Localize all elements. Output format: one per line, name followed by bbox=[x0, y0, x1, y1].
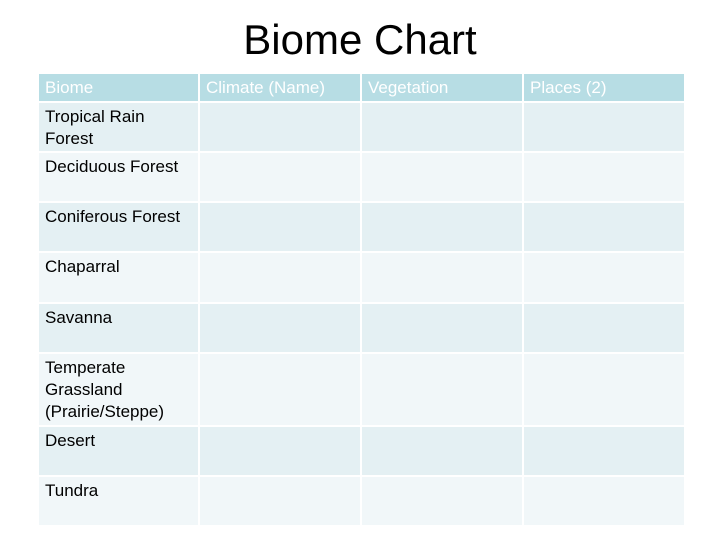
biome-table bbox=[37, 72, 686, 527]
vegetation-cell[interactable] bbox=[361, 252, 523, 303]
climate-cell[interactable] bbox=[199, 152, 361, 202]
biome-name-cell: Deciduous Forest bbox=[38, 152, 199, 202]
biome-name-cell: Coniferous Forest bbox=[38, 202, 199, 252]
header-vegetation: Vegetation bbox=[361, 73, 523, 102]
places-cell[interactable] bbox=[523, 353, 685, 426]
climate-cell[interactable] bbox=[199, 476, 361, 526]
table-row bbox=[38, 102, 685, 152]
climate-cell[interactable] bbox=[199, 252, 361, 303]
table-row bbox=[38, 353, 685, 426]
header-places: Places (2) bbox=[523, 73, 685, 102]
header-climate: Climate (Name) bbox=[199, 73, 361, 102]
page-title: Biome Chart bbox=[243, 16, 477, 63]
vegetation-cell[interactable] bbox=[361, 152, 523, 202]
places-cell[interactable] bbox=[523, 426, 685, 476]
table-header-row bbox=[38, 73, 685, 102]
biome-name-cell: Temperate Grassland (Prairie/Steppe) bbox=[38, 353, 199, 426]
vegetation-cell[interactable] bbox=[361, 102, 523, 152]
vegetation-cell[interactable] bbox=[361, 476, 523, 526]
table-row bbox=[38, 152, 685, 202]
table-row bbox=[38, 202, 685, 252]
table-row bbox=[38, 476, 685, 526]
climate-cell[interactable] bbox=[199, 426, 361, 476]
places-cell[interactable] bbox=[523, 252, 685, 303]
biome-name-cell: Savanna bbox=[38, 303, 199, 353]
vegetation-cell[interactable] bbox=[361, 303, 523, 353]
climate-cell[interactable] bbox=[199, 303, 361, 353]
biome-name-cell: Tropical Rain Forest bbox=[38, 102, 199, 152]
biome-name-cell: Chaparral bbox=[38, 252, 199, 303]
places-cell[interactable] bbox=[523, 476, 685, 526]
climate-cell[interactable] bbox=[199, 353, 361, 426]
climate-cell[interactable] bbox=[199, 202, 361, 252]
table-row bbox=[38, 252, 685, 303]
climate-cell[interactable] bbox=[199, 102, 361, 152]
places-cell[interactable] bbox=[523, 102, 685, 152]
table-row bbox=[38, 426, 685, 476]
places-cell[interactable] bbox=[523, 303, 685, 353]
places-cell[interactable] bbox=[523, 202, 685, 252]
header-biome: Biome bbox=[38, 73, 199, 102]
table-row bbox=[38, 303, 685, 353]
vegetation-cell[interactable] bbox=[361, 426, 523, 476]
biome-name-cell: Desert bbox=[38, 426, 199, 476]
vegetation-cell[interactable] bbox=[361, 353, 523, 426]
places-cell[interactable] bbox=[523, 152, 685, 202]
vegetation-cell[interactable] bbox=[361, 202, 523, 252]
biome-name-cell: Tundra bbox=[38, 476, 199, 526]
